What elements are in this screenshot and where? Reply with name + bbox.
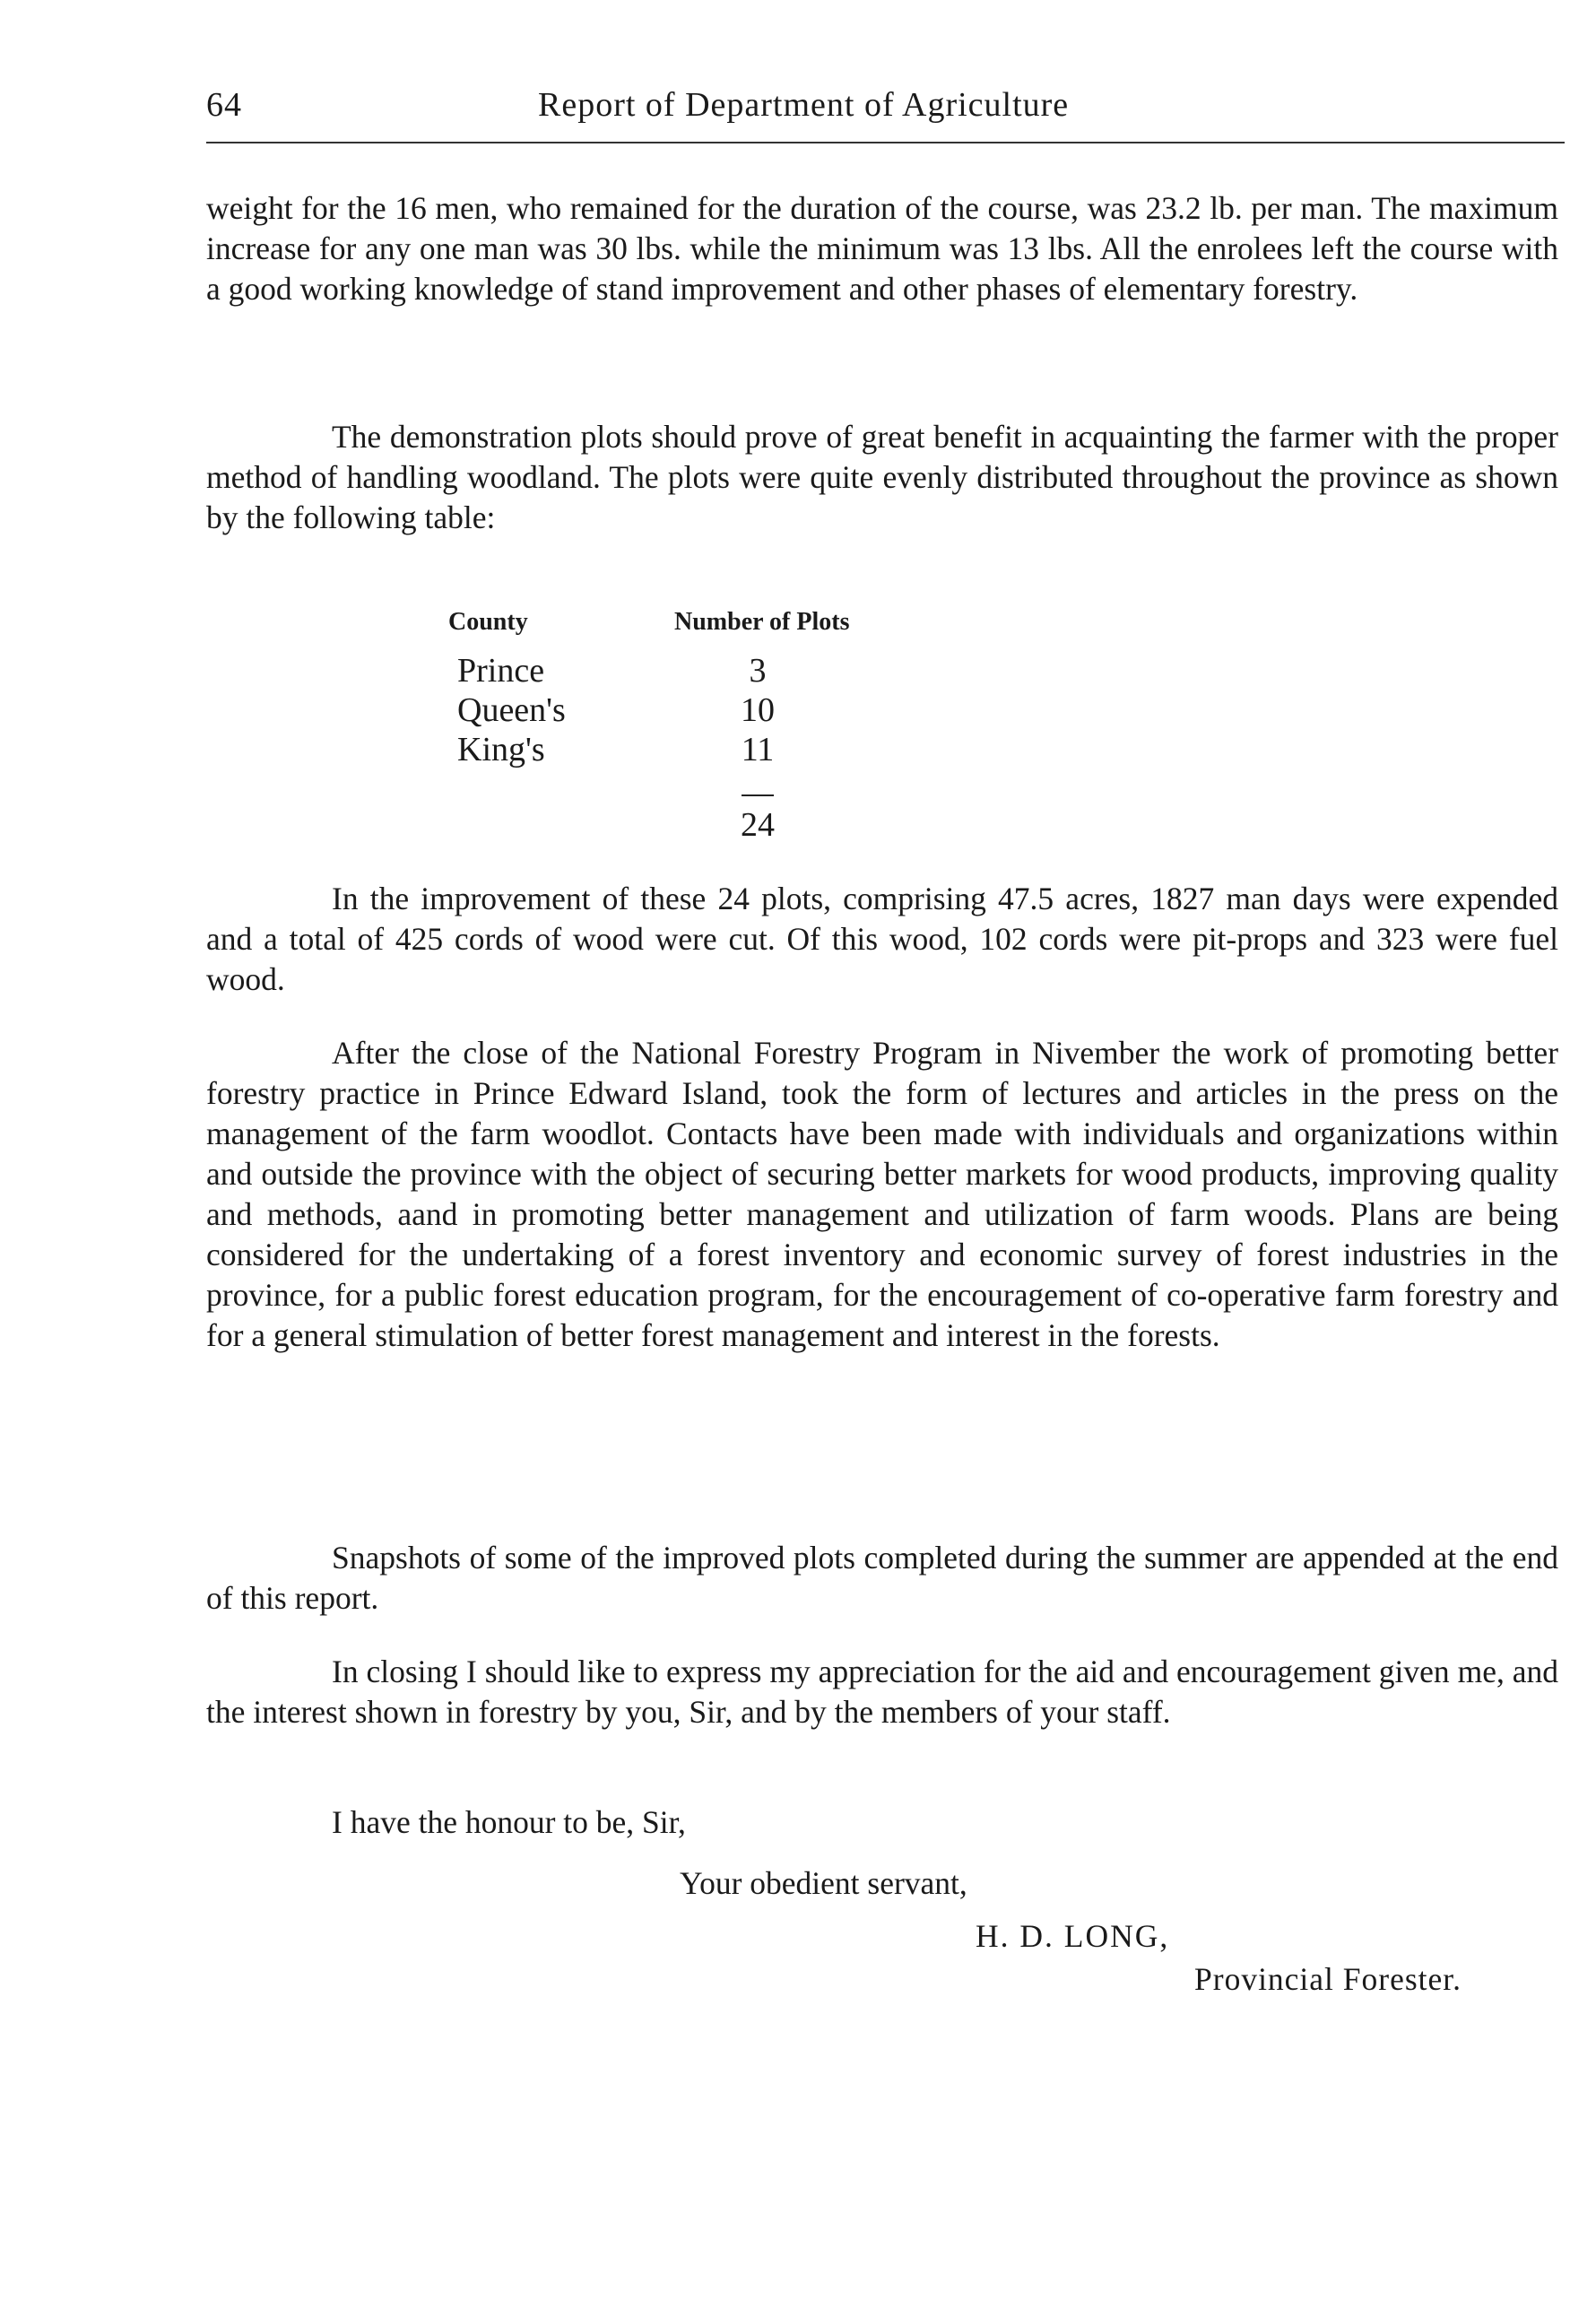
paragraph-improvement-summary: In the improvement of these 24 plots, comprising 47.5 acres, 1827 man days were expended and a total of 425 cords of wood were cut. Of this wood, 102 cords were pit-props and 323 were fuel wood.: [206, 881, 1558, 997]
paragraph-snapshots: Snapshots of some of the improved plots completed during the summer are appended at the end of this report.: [206, 1540, 1558, 1616]
table-cell-county: King's: [457, 731, 545, 768]
table-cell-plots: 11: [741, 731, 775, 768]
table-cell-plots: 3: [749, 652, 767, 690]
page-number: 64: [206, 86, 242, 124]
table-cell-plots: 10: [741, 691, 775, 729]
table-header-number-of-plots: Number of Plots: [674, 608, 850, 636]
valediction: Your obedient servant,: [680, 1865, 967, 1901]
paragraph-closing: In closing I should like to express my appreciation for the aid and encouragement given me, and the interest shown in forestry by you, Sir, and by the members of your staff.: [206, 1654, 1558, 1730]
signature-title: Provincial Forester.: [1194, 1961, 1462, 1997]
page-header: [206, 85, 1565, 139]
header-divider: [206, 142, 1565, 143]
table-cell-county: Prince: [457, 652, 545, 690]
table-total-rule: [742, 794, 774, 796]
paragraph-forestry-program: After the close of the National Forestry Program in Nivember the work of promoting better forestry practice in Prince Edward Island, took the form of lectures and articles in the press on the management of the farm woodlot. Contacts have been made with individuals and organizations within and outside the province with the object of securing better markets for wood products, improving quality and methods, aand in promoting better management and utilization of farm woods. Plans are being considered for the undertaking of a forest inventory and economic survey of forest industries in the province, for a public forest education program, for the encouragement of co-operative farm forestry and for a general stimulation of better forest management and interest in the forests.: [206, 1035, 1558, 1353]
running-head: Report of Department of Agriculture: [538, 86, 1070, 124]
table-total: 24: [741, 806, 775, 844]
paragraph-demonstration-plots: The demonstration plots should prove of great benefit in acquainting the farmer with the proper method of handling woodland. The plots were quite evenly distributed throughout the province as shown by the following table:: [206, 419, 1558, 535]
table-cell-county: Queen's: [457, 691, 566, 729]
table-header-county: County: [448, 608, 528, 636]
plots-by-county-table: [448, 608, 950, 850]
signature-name: H. D. LONG,: [976, 1918, 1170, 1954]
paragraph-honour: I have the honour to be, Sir,: [332, 1804, 686, 1840]
paragraph-course-results: weight for the 16 men, who remained for the duration of the course, was 23.2 lb. per man. The maximum increase for any one man was 30 lbs. while the minimum was 13 lbs. All the enrolees left the course with a good working knowledge of stand improvement and other phases of elementary forestry.: [206, 190, 1558, 307]
